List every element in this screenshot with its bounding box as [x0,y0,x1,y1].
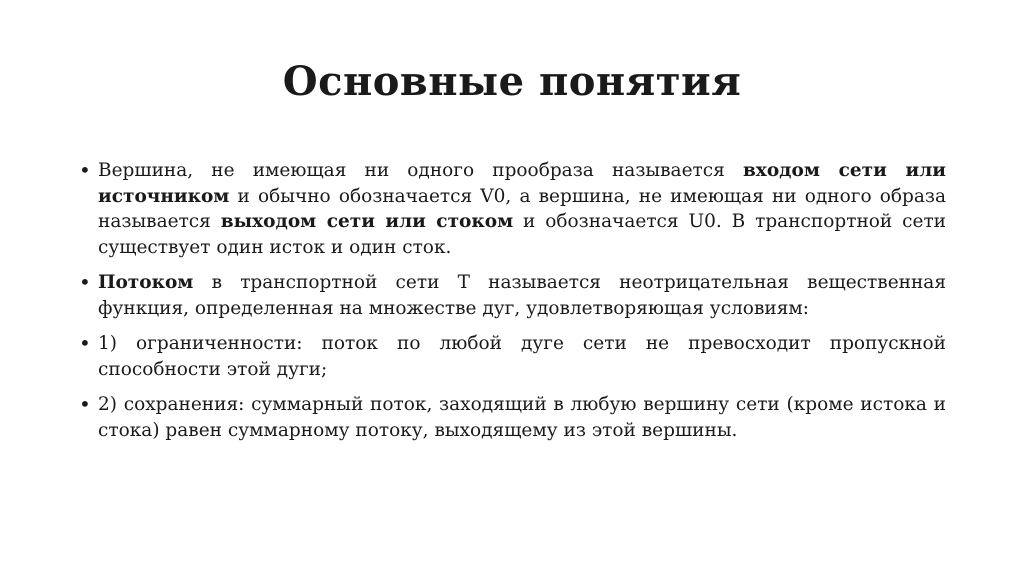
bullet-text: 1) ограниченности: поток по любой дуге сети не превосходит пропускной способности этой дуги; [98,333,946,380]
bullet-list [76,158,946,453]
bullet-bold-text: входом сети или источником [98,160,946,207]
bullet-bold-text: Потоком [98,272,194,293]
bullet-marker: • [79,392,91,416]
bullet-item-conservation [76,392,946,443]
bullet-text: и обозначается U0. В транспортной сети существует один исток и один сток. [98,211,947,258]
bullet-marker: • [79,158,91,182]
bullet-item-source-sink [76,158,946,260]
bullet-marker: • [79,331,91,355]
bullet-marker: • [79,270,91,294]
bullet-item-flow-definition [76,270,946,321]
bullet-bold-text: выходом сети или стоком [220,211,514,232]
bullet-text: Вершина, не имеющая ни одного прообраза называется [98,160,743,181]
bullet-text: в транспортной сети T называется неотрицательная вещественная функция, определенная на множестве дуг, удовлетворяющая условиям: [98,272,946,319]
bullet-text: и обычно обозначается V0, а вершина, не имеющая ни одного образа называется [98,185,946,232]
slide-title: Основные понятия [282,58,742,105]
bullet-item-boundedness [76,331,946,382]
bullet-text: 2) сохранения: суммарный поток, заходящий в любую вершину сети (кроме истока и стока) равен суммарному потоку, выходящему из этой вершины. [98,394,946,441]
